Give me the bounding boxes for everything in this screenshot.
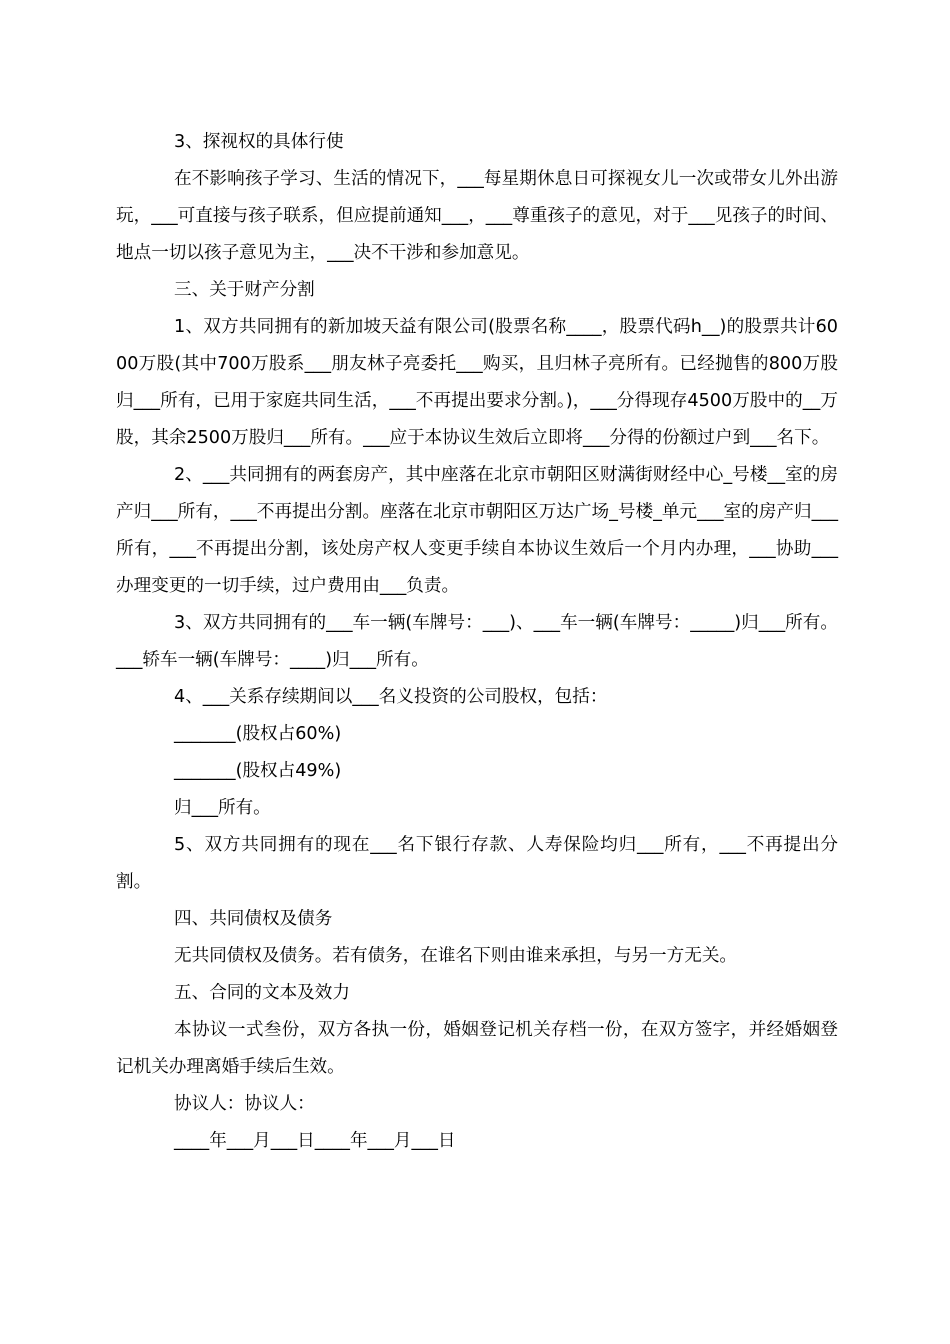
signatories-line: 协议人：协议人： — [174, 1094, 315, 1114]
property-item-shares: 1、双方共同拥有的新加坡天益有限公司(股票名称____，股票代码h__)的股票共计6000万股(其中700万股系___朋友林子亮委托___购买，且归林子亮所有。已经抛售的800万股归___所有，已用于家庭共同生活，___不再提出要求分割。)，___分得现存4500万股中的__万股，其余2500万股归___所有。___应于本协议生效后立即将___分得的份额过户到___名下。 — [116, 317, 838, 448]
property-item-vehicles: 3、双方共同拥有的___车一辆(车牌号：___)、___车一辆(车牌号：_____)归___所有。___轿车一辆(车牌号：____)归___所有。 — [116, 613, 838, 670]
equity-owner-line: 归___所有。 — [174, 798, 271, 818]
debt-section-heading: 四、共同债权及债务 — [174, 909, 333, 929]
agreement-text — [116, 124, 838, 1160]
visitation-heading: 3、探视权的具体行使 — [174, 132, 344, 152]
contract-section-heading: 五、合同的文本及效力 — [174, 983, 350, 1003]
property-item-equity: 4、___关系存续期间以___名义投资的公司股权，包括： — [174, 687, 608, 707]
visitation-paragraph: 在不影响孩子学习、生活的情况下，___每星期休息日可探视女儿一次或带女儿外出游玩，___可直接与孩子联系，但应提前通知___，___尊重孩子的意见，对于___见孩子的时间、地点一切以孩子意见为主，___决不干涉和参加意见。 — [116, 169, 838, 263]
property-section-heading: 三、关于财产分割 — [174, 280, 315, 300]
property-item-deposits: 5、双方共同拥有的现在___名下银行存款、人寿保险均归___所有，___不再提出分割。 — [116, 835, 838, 892]
property-item-real-estate: 2、___共同拥有的两套房产，其中座落在北京市朝阳区财满街财经中心_号楼__室的房产归___所有，___不再提出分割。座落在北京市朝阳区万达广场_号楼_单元___室的房产归___所有，___不再提出分割，该处房产权人变更手续自本协议生效后一个月内办理，___协助___办理变更的一切手续，过户费用由___负责。 — [116, 465, 838, 596]
equity-line-49: _______(股权占49%) — [174, 761, 342, 781]
debt-paragraph: 无共同债权及债务。若有债务，在谁名下则由谁来承担，与另一方无关。 — [174, 946, 738, 966]
equity-line-60: _______(股权占60%) — [174, 724, 342, 744]
contract-paragraph: 本协议一式叁份，双方各执一份，婚姻登记机关存档一份，在双方签字，并经婚姻登记机关办理离婚手续后生效。 — [116, 1020, 838, 1077]
signature-dates-line: ____年___月___日____年___月___日 — [174, 1131, 456, 1151]
